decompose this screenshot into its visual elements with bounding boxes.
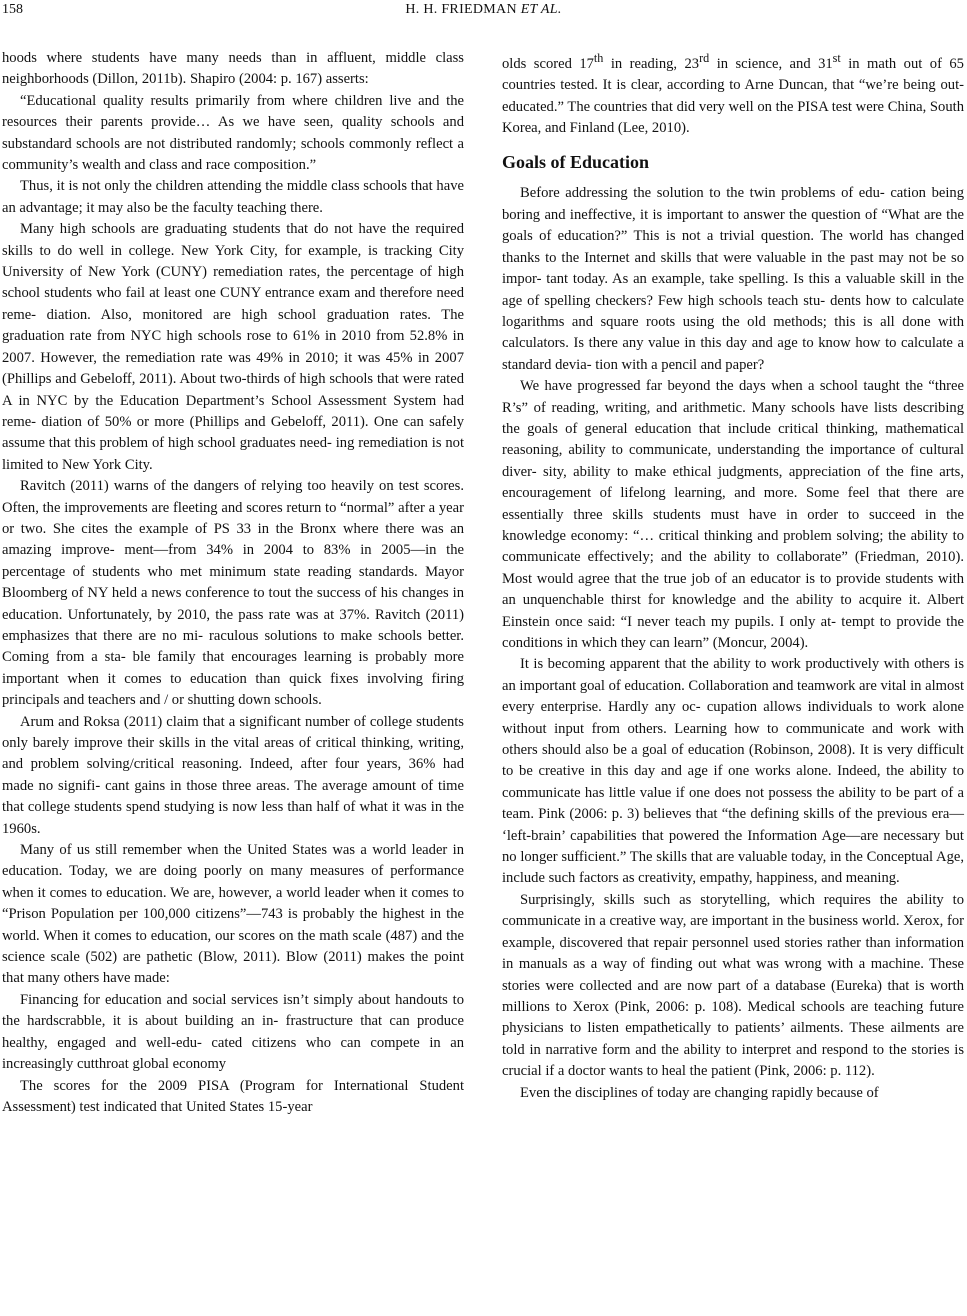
superscript: rd <box>699 51 710 65</box>
left-column <box>2 48 464 1118</box>
superscript: st <box>832 51 841 65</box>
text-run: in reading, 23 <box>603 55 700 72</box>
paragraph: Many high schools are graduating students that do not have the required skills to do well in college. New York City, for example, is tracking City University of New York (CUNY) remediation rates, the percentage of high school students who fail at least one CUNY entrance exam and therefore need reme- diation. Also, monitored are high school graduation rates. The graduation rate from NYC high schools rose to 61% in 2010 from 52.8% in 2007. However, the remediation rate was 49% in 2010; it was 45% in 2007 (Phillips and Gebeloff, 2011). About two-thirds of high schools that were rated A in NYC by the Education Department’s School Assessment System had reme- diation of 50% or more (Phillips and Gebeloff, 2011). One can safely assume that this problem of high school graduates need- ing remediation is not limited to New York City. <box>2 221 464 473</box>
running-head-etal: ET AL. <box>520 2 562 17</box>
right-column <box>502 48 964 1104</box>
paragraph: Before addressing the solution to the twin problems of edu- cation being boring and ineffective, it is important to answer the question of “What are the goals of education?” This is not a trivial question. The world has changed thanks to the Internet and skills that were valuable in the past may not be so impor- tant today. As an example, take spelling. Is this a valuable skill in the age of spelling checkers? Few high schools teach stu- dents how to calculate logarithms and square roots using the old methods; this is all done with calculators. Is there any value in this day and age to know how to calculate a standard devia- tion with a pencil and paper? <box>502 185 964 373</box>
paragraph: It is becoming apparent that the ability to work productively with others is an important goal of education. Collaboration and teamwork are vital in almost every enterprise. Hardly any oc- cupation allows individuals to work alone without input from others. Learning how to communicate and work with others should also be a goal of education (Robinson, 2008). It is very difficult to be creative in this day and age if one works alone. Indeed, the ability to communicate has little value if one does not possess the ability to be part of a team. Pink (2006: p. 3) believes that “the defining skills of the previous era— ‘left-brain’ capabilities that powered the Information Age—are necessary but no longer sufficient.” The skills that are valuable today, in the Conceptual Age, include such factors as creativity, empathy, happiness, and meaning. <box>502 656 965 887</box>
text-run: olds scored 17 <box>502 55 594 72</box>
paragraph: Even the disciplines of today are changing rapidly because of <box>520 1084 879 1101</box>
section-heading: Goals of Education <box>502 152 650 173</box>
page-header <box>0 2 967 24</box>
superscript: th <box>593 51 604 65</box>
paragraph: Arum and Roksa (2011) claim that a significant number of college students only barely improve their skills in the vital areas of critical thinking, writing, and problem solving/critical reasoning. Indeed, after four years, 36% had made no signifi- cant gains in those three areas. The average amount of time that college students spend studying is now less than half of what it was in the 1960s. <box>2 713 464 837</box>
paragraph: Surprisingly, skills such as storytelling, which requires the ability to communicate in a creative way, are important in the business world. Xerox, for example, discovered that repair personnel used stories rather than information in manuals as a way of finding out what was wrong with a machine. These stories were collected and are now part of a database (Eureka) that is worth millions to Xerox (Pink, 2006: p. 108). Medical schools are teaching future physicians to listen empathetically to patients’ ailments. These ailments are told in narrative form and the ability to interpret and respond to the stories is crucial if a doctor wants to heal the patient (Pink, 2006: p. 112). <box>502 891 964 1080</box>
paragraph: The scores for the 2009 PISA (Program for International Student Assessment) test indicated that United States 15-year <box>2 1077 464 1115</box>
block-quote: Financing for education and social services isn’t simply about handouts to the hardscrabble, it is about building an in- frastructure that can produce healthy, engaged and well-edu- cated citizens who can compete in an increasingly cutthroat global economy <box>2 991 464 1073</box>
paragraph-continuation <box>502 48 964 139</box>
paragraph: Ravitch (2011) warns of the dangers of relying too heavily on test scores. Often, the improvements are fleeting and scores return to “normal” after a year or two. She cites the example of PS 33 in the Bronx where there was an amazing improve- ment―from 34% in 2004 to 83% in 2005―in the percentage of students who met minimum state reading standards. Mayor Bloomberg of NY held a news conference to tout the success of his changes in education. Unfortunately, by 2010, the pass rate was at 37%. Ravitch (2011) emphasizes that there are no mi- raculous solutions to make schools better. Coming from a sta- ble family that encourages learning is probably more important when it comes to education than quick fixes involving firing principals and teachers and / or shutting down schools. <box>2 478 464 709</box>
paragraph: We have progressed far beyond the days when a school taught the “three R’s” of reading, writing, and arithmetic. Many schools have lists describing the goals of general education that include critical thinking, mathematical reasoning, ability to communicate, understanding the importance of cultural diver- sity, ability to make ethical judgments, appreciation of the fine arts, encouragement of lifelong learning, and more. Some feel that there are essentially three skills students must have in order to succeed in the knowledge economy: “… critical thinking and problem solving; the ability to communicate effectively; and the ability to collaborate” (Friedman, 2010). Most would agree that the true job of an educator is to provide students with an unquenchable thirst for knowledge and the ability to acquire it. Albert Einstein once said: “I never teach my pupils. I only at- tempt to provide the conditions in which they can learn” (Moncur, 2004). <box>502 378 964 652</box>
block-quote: “Educational quality results primarily from where children live and the resources their parents provide… As we have seen, quality schools and substandard schools are not distributed randomly; schools commonly reflect a community’s wealth and class and race composition.” <box>2 92 464 174</box>
running-head <box>0 2 967 18</box>
text-run: in science, and 31 <box>709 55 833 72</box>
running-head-authors: H. H. FRIEDMAN <box>405 2 517 17</box>
paragraph: Many of us still remember when the United States was a world leader in education. Today, we are doing poorly on many measures of performance when it comes to education. We are, however, a world leader when it comes to “Prison Population per 100,000 citizens”―743 is probably the highest in the world. When it comes to education, our scores on the math scale (487) and the science scale (502) are pathetic (Blow, 2011). Blow (2011) makes the point that many others have made: <box>2 842 464 987</box>
text-run: in math out of 65 countries tested. It is clear, according to Arne Duncan, that “we’re being out-educated.” The countries that did very well on the PISA test were China, South Korea, and Finland (Lee, 2010). <box>502 55 964 137</box>
page-number: 158 <box>2 2 23 17</box>
paragraph: Thus, it is not only the children attending the middle class schools that have an advantage; it may also be the faculty teaching there. <box>2 178 464 216</box>
paragraph: hoods where students have many needs than in affluent, middle class neighborhoods (Dillon, 2011b). Shapiro (2004: p. 167) asserts: <box>2 50 464 88</box>
